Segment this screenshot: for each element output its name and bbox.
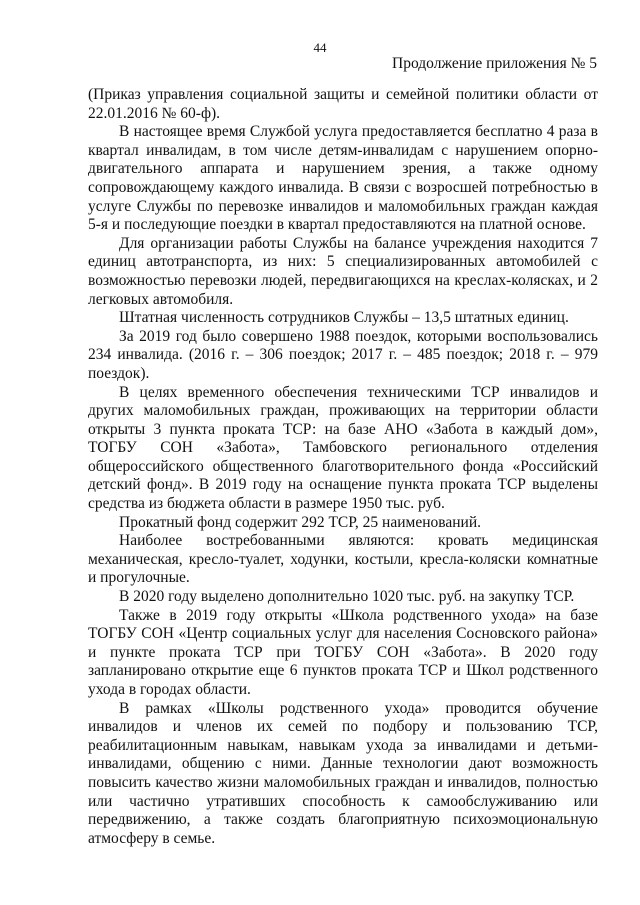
paragraph-service-conditions: В настоящее время Службой услуга предоставляется бесплатно 4 раза в квартал инвалидам, в том числе детям-инвалидам с нарушением опорно-двигательного аппарата и нарушением зрения, а также одному сопровождающему каждого инвалида. В связи с возросшей потребностью в услуге Службы по перевозке инвалидов и маломобильных граждан каждая 5-я и последующие поездки в квартал предоставляются на платной основе. (88, 123, 598, 234)
paragraph-trips-statistics: За 2019 год было совершено 1988 поездок, которыми воспользовались 234 инвалида. (2016 г. – 306 поездок; 2017 г. – 485 поездок; 2018 г. – 979 поездок). (88, 327, 598, 382)
paragraph-order-reference: (Приказ управления социальной защиты и семейной политики области от 22.01.2016 № 60-ф). (88, 86, 598, 122)
paragraph-vehicles: Для организации работы Службы на балансе учреждения находится 7 единиц автотранспорта, из них: 5 специализированных автомобилей с возможностью перевозки людей, передвигающихся на креслах-колясках, и 2 легковых автомобиля. (88, 234, 598, 308)
paragraph-care-school: Также в 2019 году открыты «Школа родственного ухода» на базе ТОГБУ СОН «Центр социальных услуг для населения Сосновского района» и пункте проката ТСР при ТОГБУ СОН «Забота». В 2020 году запланировано открытие еще 6 пунктов проката ТСР и Школ родственного ухода в городах области. (88, 606, 598, 698)
appendix-header: Продолжение приложения № 5 (392, 55, 597, 72)
paragraph-2020-funding: В 2020 году выделено дополнительно 1020 тыс. руб. на закупку ТСР. (119, 588, 575, 606)
paragraph-care-school-training: В рамках «Школы родственного ухода» проводится обучение инвалидов и членов их семей по подбору и пользованию ТСР, реабилитационным навыкам, навыкам ухода за инвалидами и детьми-инвалидами, общению с ними. Данные технологии дают возможность повысить качество жизни маломобильных граждан и инвалидов, полностью или частично утративших способность к самообслуживанию или передвижению, а также создать благоприятную психоэмоциональную атмосферу в семье. (88, 699, 598, 847)
paragraph-staff: Штатная численность сотрудников Службы – 13,5 штатных единиц. (119, 309, 569, 327)
paragraph-popular-items: Наиболее востребованными являются: кровать медицинская механическая, кресло-туалет, ходунки, костыли, кресла-коляски комнатные и прогулочные. (88, 532, 598, 587)
page-number: 44 (313, 40, 327, 55)
paragraph-rental-fund: Прокатный фонд содержит 292 ТСР, 25 наименований. (119, 513, 482, 531)
document-body (88, 86, 598, 848)
paragraph-rental-points: В целях временного обеспечения техническими ТСР инвалидов и других маломобильных граждан, проживающих на территории области открыты 3 пункта проката ТСР: на базе АНО «Забота в каждый дом», ТОГБУ СОН «Забота», Тамбовского регионального отделения общероссийского общественного благотворительного фонда «Российский детский фонд». В 2019 году на оснащение пункта проката ТСР выделены средства из бюджета области в размере 1950 тыс. руб. (88, 383, 598, 513)
